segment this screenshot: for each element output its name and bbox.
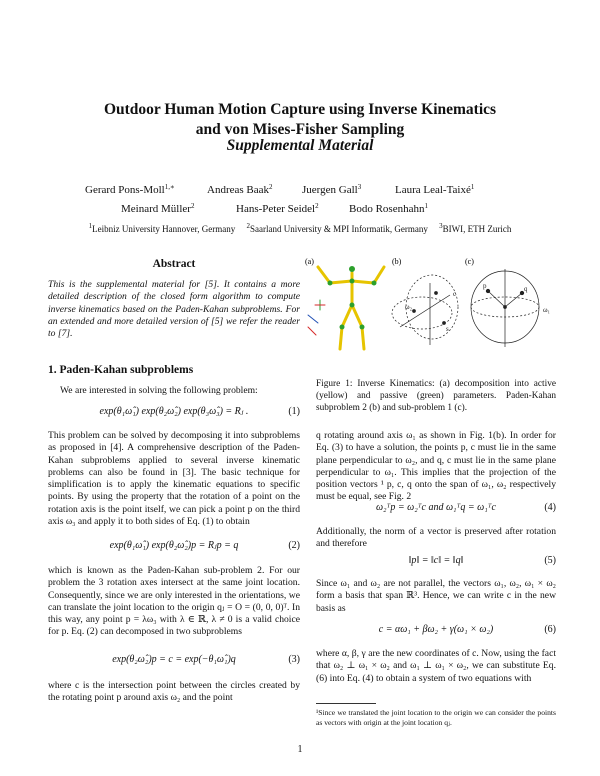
paragraph: q rotating around axis ω₁ as shown in Fig. 1(b). In order for Eq. (3) to have a solution, the points p, c must lie in the same plane perpendicular to ω₂, and q, c must lie in the same plane perpendicular to ω₁. This implies that the projection of the position vectors ¹ p, c, q onto the span of ω₁, ω₂ respectively must be equal, see Fig. 2 (316, 430, 556, 503)
figure-label-a: (a) (305, 257, 314, 266)
author: Juergen Gall$^3$ (302, 183, 362, 196)
author: Laura Leal-Taixé$^1$ (395, 183, 475, 196)
equation: ω₂ᵀp = ω₂ᵀc and ω₁ᵀq = ω₁ᵀc (4) (376, 502, 556, 513)
author: Hans-Peter Seidel$^2$ (236, 202, 319, 215)
paragraph: Since ω₁ and ω₂ are not parallel, the vectors ω₁, ω₂, ω₁ × ω₂ form a basis that span ℝ³. Hence, we can write c in the new basis as (316, 578, 556, 614)
author: Gerard Pons-Moll$^{1,∗}$ (85, 183, 175, 196)
equation: c = αω₁ + βω₂ + γ(ω₁ × ω₂) (6) (378, 624, 556, 635)
subproblem-2-diagram (392, 275, 458, 345)
affiliations: $^1$Leibniz University Hannover, Germany $^2$Saarland University & MPI Informatik, Germany $^3$BIWI, ETH Zurich (88, 222, 512, 234)
paragraph: This problem can be solved by decomposing it into subproblems as proposed in [4]. A comprehensive description of the Paden-Kahan subproblems applied to several inverse kinematic problems can also be found in [3]. The basic technique for simplification is to apply the kinematic equations to specific points. By using the property that the rotation of a point on the rotation axis is the point itself, we can pick a point p on the third axis ω₃ and apply it to both sides of Eq. (1) to obtain (48, 430, 300, 528)
paragraph: which is known as the Paden-Kahan sub-problem 2. For our problem the 3 rotation axes intersect at the same joint location. Consequently, since we are only interested in the orientations, we can translate the joint location to the origin qⱼ = O = (0, 0, 0)ᵀ. In this way, any point p = λω₃ with λ ∈ ℝ, λ ≠ 0 is a valid choice for p. Eq. (2) can decomposed in two subproblems (48, 565, 300, 638)
footnote-rule (316, 703, 376, 704)
figure-point-label: c (453, 290, 457, 298)
author: Meinard Müller$^2$ (121, 202, 195, 215)
authors-row-2 (0, 202, 600, 216)
paragraph: where α, β, γ are the new coordinates of c. Now, using the fact that ω₂ ⊥ ω₁ × ω₂ and ω₁ ⊥ ω₁ × ω₂, we can substitute Eq. (6) into Eq. (4) to obtain a system of two equations with (316, 648, 556, 684)
subproblem-1-diagram (471, 269, 550, 347)
paragraph: We are interested in solving the following problem: (60, 385, 258, 396)
figure-label-c: (c) (465, 257, 474, 266)
figure-point-label: ω₁ (543, 306, 551, 314)
section-heading: 1. Paden-Kahan subproblems (48, 364, 194, 376)
title-line-2: and von Mises-Fisher Sampling (195, 121, 405, 138)
equation: exp(θ₂ω̂₂)p = c = exp(−θ₁ω̂₁)q (3) (112, 654, 300, 665)
paper-subtitle: Supplemental Material (226, 137, 374, 154)
author: Andreas Baak$^2$ (207, 183, 273, 196)
authors-row-1 (0, 183, 600, 197)
paragraph: Additionally, the norm of a vector is preserved after rotation and therefore (316, 526, 556, 550)
equation: ‖p‖ = ‖c‖ = ‖q‖ (5) (408, 555, 556, 566)
abstract-text: This is the supplemental material for [5]. It contains a more detailed description of the closed form algorithm to compute inverse kinematics based on the Paden-Kahan subproblems. For an extended and more detailed version of [5] we refer the reader to [7]. (48, 279, 300, 340)
figure-point-label: ω₂ (405, 303, 413, 311)
figure-point-label: q (524, 285, 528, 293)
paragraph: where c is the intersection point between the circles created by the rotating point p around axis ω₂ and the point (48, 680, 300, 704)
skeleton-figure (308, 266, 384, 349)
equation: exp(θ₁ω̂₁) exp(θ₂ω̂₂)p = Rⱼp = q (2) (109, 540, 300, 551)
abstract-heading: Abstract (152, 258, 196, 270)
figure-illustration (300, 255, 560, 355)
figure-caption: Figure 1: Inverse Kinematics: (a) decomposition into active (yellow) and passive (green) parameters. Paden-Kahan subproblem 2 (b) and sub-problem 1 (c). (316, 379, 556, 413)
figure-1 (300, 255, 560, 355)
abstract (48, 279, 300, 340)
equation: exp(θ₁ω̂₁) exp(θ₂ω̂₂) exp(θ₃ω̂₃) = Rⱼ . (1) (99, 406, 300, 417)
author: Bodo Rosenhahn$^1$ (349, 202, 428, 215)
title-line-1: Outdoor Human Motion Capture using Inverse Kinematics (103, 101, 497, 118)
page-number: 1 (297, 744, 303, 755)
footnote: ¹Since we translated the joint location to the origin we can consider the points as vectors with origin at the joint location qⱼ. (316, 708, 556, 727)
figure-point-label: p (483, 282, 487, 290)
figure-point-label: s (446, 325, 449, 333)
figure-label-b: (b) (392, 257, 402, 266)
paper-title (0, 100, 600, 140)
